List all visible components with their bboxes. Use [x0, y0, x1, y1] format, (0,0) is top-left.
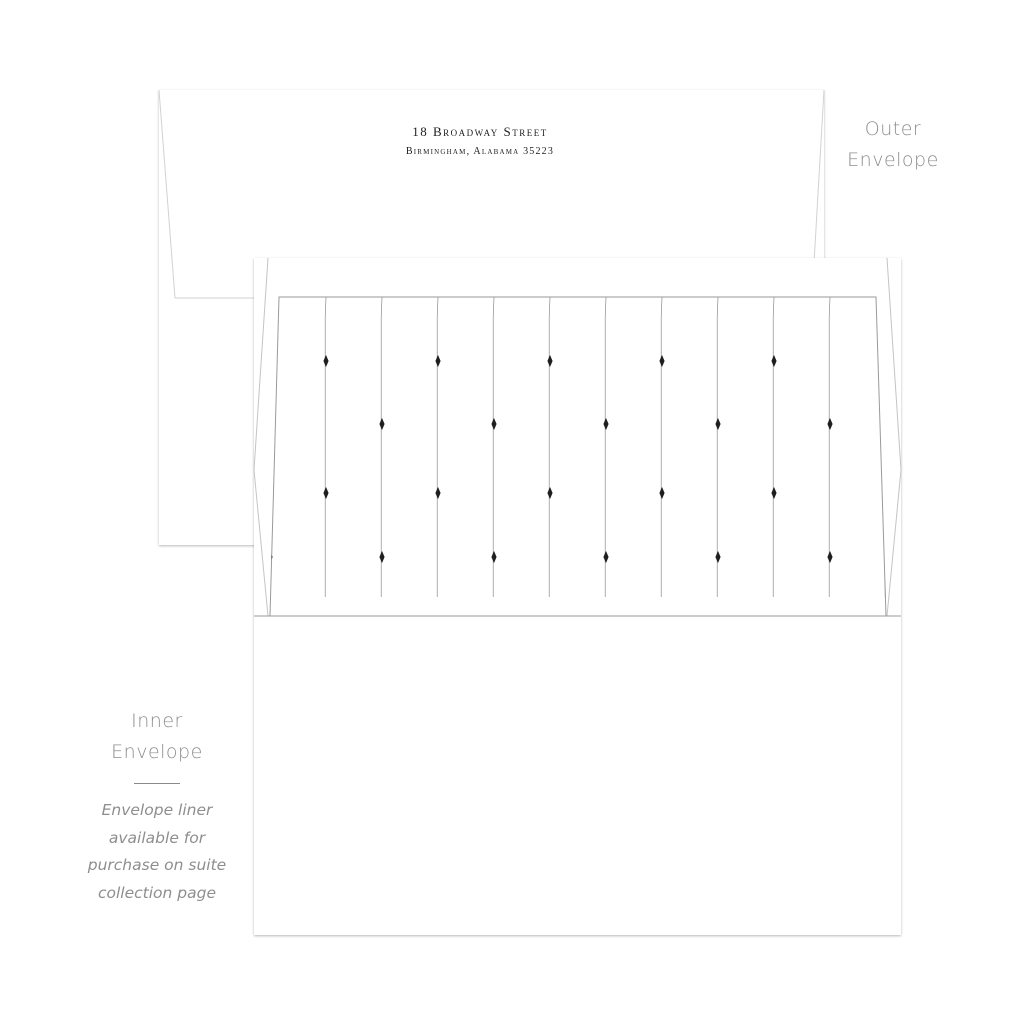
inner-envelope-label	[84, 706, 230, 768]
liner-availability-note	[72, 797, 242, 907]
note-line-1: Envelope liner	[101, 801, 213, 819]
note-line-2: available for	[108, 828, 206, 847]
note-line-3: purchase on suite	[87, 856, 227, 874]
inner-envelope-label-line-2: Envelope	[111, 741, 203, 763]
inner-envelope-label-line-1: Inner	[131, 710, 183, 732]
outer-envelope-label	[820, 114, 966, 176]
inner-envelope	[254, 258, 901, 935]
return-address-line-1: 18 Broadway Street	[412, 124, 548, 139]
return-address-line-2: Birmingham, Alabama 35223	[405, 146, 555, 157]
envelope-liner-panel	[270, 297, 886, 616]
label-divider	[134, 783, 180, 784]
outer-envelope-label-line-1: Outer	[864, 118, 922, 140]
note-line-4: collection page	[97, 883, 216, 902]
outer-envelope-label-line-2: Envelope	[847, 149, 939, 171]
